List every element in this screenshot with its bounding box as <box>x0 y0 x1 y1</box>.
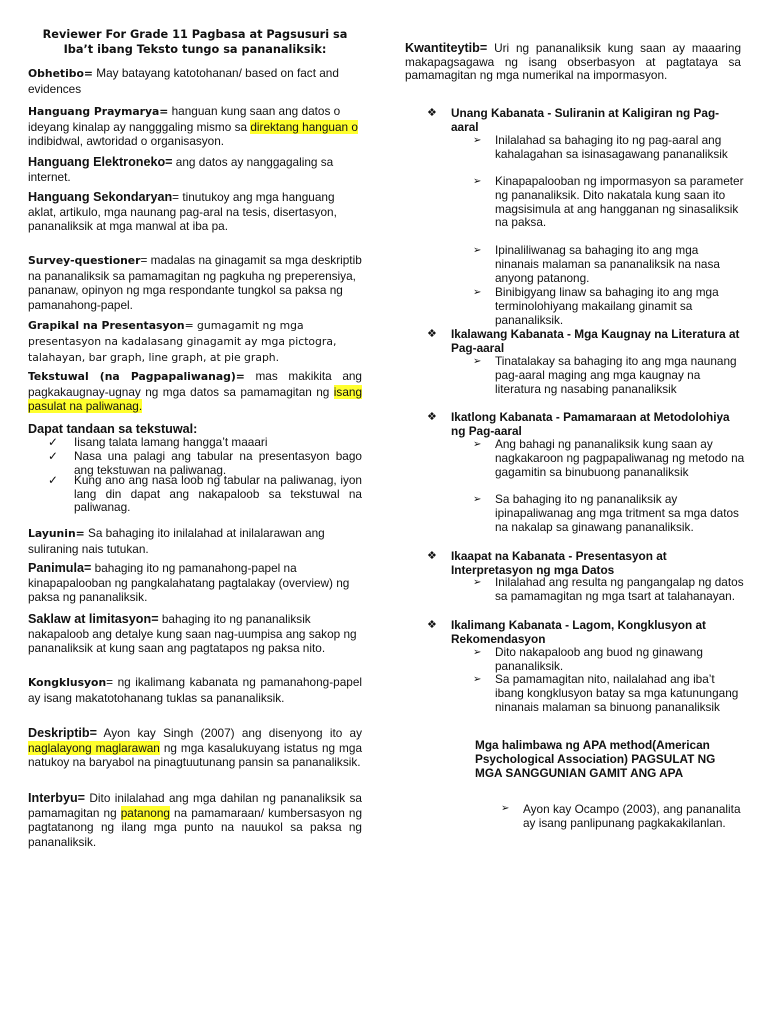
chapter-bullet: ➢ Inilalahad ang resulta ng pangangalap ng datos sa pamamagitan ng mga tsart at talahanayan. <box>473 575 744 603</box>
arrow-bullet-icon: ➢ <box>473 439 482 450</box>
entry-interbyu: Interbyu= Dito inilalahad ang mga dahilan ng pananaliksik sa pamamagitan ng patanong na pamamaraan/ kumbersasyon ng pagtatanong ng ilang mga punto na nauukol sa paksa ng pananaliksik. <box>28 791 362 849</box>
arrow-bullet-icon: ➢ <box>473 135 482 146</box>
chapter-bullet: ➢ Dito nakapaloob ang buod ng ginawang pananaliksik. <box>473 645 703 673</box>
diamond-bullet-icon: ❖ <box>427 328 437 340</box>
diamond-bullet-icon: ❖ <box>427 107 437 119</box>
highlight: direktang hanguan o <box>250 119 358 134</box>
entry-kongklusyon: Kongklusyon= ng ikalimang kabanata ng pamanahong-papel ay isang makatotohanang tuklas sa pananaliksik. <box>28 675 362 705</box>
highlight: naglalayong maglarawan <box>28 740 160 755</box>
arrow-bullet-icon: ➢ <box>473 494 482 505</box>
chapter-bullet: ➢ Sa bahaging ito ng pananaliksik ay ipinapaliwanag ang mga tritment sa mga datos na nakalap sa ginawang pananaliksik. <box>473 492 739 534</box>
check-icon: ✓ <box>48 473 58 487</box>
arrow-bullet-icon: ➢ <box>473 176 482 187</box>
highlight: patanong <box>120 805 170 820</box>
chapter-heading: ❖ Ikaapat na Kabanata - Presentasyon at Interpretasyon ng mga Datos <box>427 549 667 577</box>
diamond-bullet-icon: ❖ <box>427 411 437 423</box>
highlight: isang pasulat na paliwanag. <box>28 384 362 413</box>
chapter-heading: ❖ Ikalawang Kabanata - Mga Kaugnay na Literatura at Pag-aaral <box>427 327 740 355</box>
diamond-bullet-icon: ❖ <box>427 619 437 631</box>
check-icon: ✓ <box>48 435 58 449</box>
arrow-bullet-icon: ➢ <box>473 577 482 588</box>
entry-hanguang-praymarya: Hanguang Praymarya= hanguan kung saan ang datos o ideyang kinalap ay nangggaling mismo sa direktang hanguan o indibidwal, awtoridad o organisasyon. <box>28 104 358 148</box>
entry-obhetibo: Obhetibo= May batayang katotohanan/ based on fact and evidences <box>28 66 339 96</box>
entry-layunin: Layunin= Sa bahaging ito inilalahad at inilalarawan ang suliraning nais tutukan. <box>28 526 325 556</box>
arrow-bullet-icon: ➢ <box>473 245 482 256</box>
checklist-item: ✓ Nasa una palagi ang tabular na presentasyon bago ang tekstuwan na paliwanag. <box>48 449 362 477</box>
arrow-bullet-icon: ➢ <box>473 287 482 298</box>
apa-example: ➢ Ayon kay Ocampo (2003), ang pananalita ay isang panlipunang pagkakakilanlan. <box>501 802 741 830</box>
entry-saklaw-at-limitasyon: Saklaw at limitasyon= bahaging ito ng pananaliksik nakapaloob ang detalye kung saan nag-uumpisa ang sakop ng pananaliksik at kung saan ang pagtatapos ng paksa nito. <box>28 612 357 655</box>
entry-kwantiteytib: Kwantiteytib= Uri ng pananaliksik kung saan ay maaaring makapagsagawa ng isang obserbasyon at pagtataya sa pamamagitan ng mga numerikal na impormasyon. <box>405 41 741 82</box>
document-title: Reviewer For Grade 11 Pagbasa at Pagsusuri sa Iba’t ibang Teksto tungo sa pananaliksik: <box>42 28 348 56</box>
entry-grapikal-na-presentasyon: Grapikal na Presentasyon= gumagamit ng mga presentasyon na kadalasang ginagamit ay mga pictogra, talahayan, bar graph, line graph, at pie graph. <box>28 319 337 364</box>
entry-panimula: Panimula= bahaging ito ng pamanahong-papel na kinapapalooban ng pangkalahatang pagtalakay (overview) ng paksa ng pananaliksik. <box>28 561 350 604</box>
chapter-bullet: ➢ Inilalahad sa bahaging ito ng pag-aaral ang kahalagahan sa isinasagawang pananaliksik <box>473 133 728 161</box>
chapter-heading: ❖ Unang Kabanata - Suliranin at Kaligiran ng Pag-aaral <box>427 106 720 134</box>
entry-hanguang-sekondaryan: Hanguang Sekondaryan= tinutukoy ang mga hanguang aklat, artikulo, mga naunang pag-aral na tesis, disertasyon, pananaliksik at mga manwal at iba pa. <box>28 190 337 233</box>
dapat-tandaan-heading: Dapat tandaan sa tekstuwal: <box>28 422 198 436</box>
apa-heading: Mga halimbawa ng APA method(American Psychological Association) PAGSULAT NG MGA SANGGUNIAN GAMIT ANG APA <box>475 738 716 780</box>
entry-survey-questioner: Survey-questioner= madalas na ginagamit sa mga deskriptib na pananaliksik sa pamamagitan ng pagkuha ng preperensiya, pananaw, opinyon ng mga respondante tungkol sa paksa ng pamanahong-papel. <box>28 253 362 312</box>
arrow-bullet-icon: ➢ <box>501 803 510 814</box>
check-icon: ✓ <box>48 449 58 463</box>
entry-deskriptib: Deskriptib= Ayon kay Singh (2007) ang disenyong ito ay naglalayong maglarawan ng mga kasalukuyang istatus ng mga natukoy na baryabol na pinagtuutunang pansin sa pananaliksik. <box>28 726 362 769</box>
chapter-heading: ❖ Ikalimang Kabanata - Lagom, Kongklusyon at Rekomendasyon <box>427 618 706 646</box>
arrow-bullet-icon: ➢ <box>473 647 482 658</box>
diamond-bullet-icon: ❖ <box>427 550 437 562</box>
chapter-bullet: ➢ Tinatalakay sa bahaging ito ang mga naunang pag-aaral maging ang mga kaugnay na literatura ng nasabing pananaliksik <box>473 354 737 396</box>
chapter-bullet: ➢ Binibigyang linaw sa bahaging ito ang mga terminolohiyang makailang ginamit sa pananaliksik. <box>473 285 719 327</box>
chapter-bullet: ➢ Ipinaliliwanag sa bahaging ito ang mga ninanais malaman sa pananaliksik na nasa anyong patanong. <box>473 243 720 285</box>
arrow-bullet-icon: ➢ <box>473 356 482 367</box>
entry-hanguang-elektroneko: Hanguang Elektroneko= ang datos ay nanggagaling sa internet. <box>28 155 334 184</box>
chapter-bullet: ➢ Ang bahagi ng pananaliksik kung saan ay nagkakaroon ng pagpapaliwanag ng metodo na gagamitin sa binubuong pananaliksik <box>473 437 745 479</box>
chapter-heading: ❖ Ikatlong Kabanata - Pamamaraan at Metodolohiya ng Pag-aaral <box>427 410 730 438</box>
entry-tekstuwal: Tekstuwal (na Pagpapaliwanag)= mas makikita ang pagkakaugnay-ugnay ng mga datos sa pamamagitan ng isang pasulat na paliwanag. <box>28 369 362 413</box>
checklist-item: ✓ Iisang talata lamang hangga’t maaari <box>48 435 268 449</box>
chapter-bullet: ➢ Sa pamamagitan nito, nailalahad ang iba’t ibang kongklusyon batay sa mga katunungang ninanais malaman sa binuong pananaliksik <box>473 672 739 714</box>
checklist-item: ✓ Kung ano ang nasa loob ng tabular na paliwanag, iyon lang din dapat ang nakapaloob sa tekstuwal na paliwanag. <box>48 473 362 514</box>
chapter-bullet: ➢ Kinapapalooban ng impormasyon sa parameter ng pananaliksik. Dito nakatala kung saan ito magsisimula at ang hangganan ng sinasaliksik na paksa. <box>473 174 744 230</box>
arrow-bullet-icon: ➢ <box>473 674 482 685</box>
